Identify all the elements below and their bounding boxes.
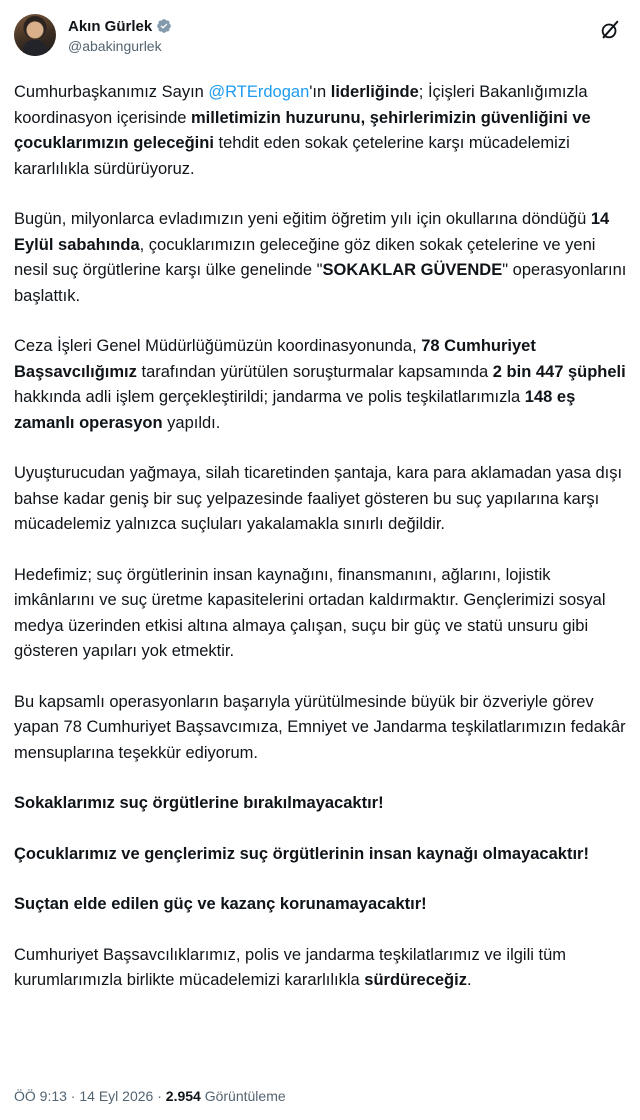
author-name[interactable]: Akın Gürlek: [68, 17, 153, 35]
paragraph-2: Bugün, milyonlarca evladımızın yeni eğitim öğretim yılı için okullarına döndüğü 14 Eylül sabahında, çocuklarımızın geleceğine göz diken sokak çetelerine ve yeni nesil suç örgütlerine karşı ülke genelinde "SOKAKLAR GÜVENDE" operasyonlarını başlattık.: [14, 210, 627, 305]
paragraph-1: Cumhurbaşkanımız Sayın @RTErdogan'ın liderliğinde; İçişleri Bakanlığımızla koordinasyon içerisinde milletimizin huzurunu, şehirlerimizin güvenliğini ve çocuklarımızın geleceğini tehdit eden sokak çetelerine karşı mücadelemizi kararlılıkla sürdürüyoruz.: [14, 83, 591, 178]
paragraph-7: Sokaklarımız suç örgütlerine bırakılmayacaktır!: [14, 794, 384, 812]
mention-link[interactable]: @RTErdogan: [208, 83, 310, 101]
author-block: [68, 16, 172, 54]
views-count: 2.954: [165, 1088, 201, 1104]
grok-icon[interactable]: [598, 18, 622, 42]
paragraph-6: Bu kapsamlı operasyonların başarıyla yürütülmesinde büyük bir özveriyle görev yapan 78 Cumhuriyet Başsavcımıza, Emniyet ve Jandarma teşkilatlarımızın fedakâr mensuplarına teşekkür ediyorum.: [14, 692, 626, 762]
author-handle[interactable]: @abakingurlek: [68, 38, 162, 54]
tweet-header: [14, 14, 626, 62]
paragraph-9: Suçtan elde edilen güç ve kazanç korunamayacaktır!: [14, 895, 427, 913]
verified-badge-icon: [156, 18, 172, 34]
paragraph-8: Çocuklarımız ve gençlerimiz suç örgütlerinin insan kaynağı olmayacaktır!: [14, 844, 589, 863]
views-label: Görüntüleme: [200, 1088, 286, 1104]
avatar[interactable]: [14, 14, 56, 56]
paragraph-10: Cumhuriyet Başsavcılıklarımız, polis ve jandarma teşkilatlarımız ve ilgili tüm kurumlarımızla birlikte mücadelemizi kararlılıkla sürdüreceğiz.: [14, 945, 567, 989]
tweet-time[interactable]: ÖÖ 9:13: [14, 1088, 67, 1104]
tweet-meta: ÖÖ 9:13 · 14 Eyl 2026 · 2.954 Görüntüleme: [14, 1088, 286, 1104]
tweet-text: [14, 80, 628, 1019]
paragraph-3: Ceza İşleri Genel Müdürlüğümüzün koordinasyonunda, 78 Cumhuriyet Başsavcılığımız tarafından yürütülen soruşturmalar kapsamında 2 bin 447 şüpheli hakkında adli işlem gerçekleştirildi; jandarma ve polis teşkilatlarımızla 148 eş zamanlı operasyon yapıldı.: [14, 337, 626, 432]
paragraph-4: Uyuşturucudan yağmaya, silah ticaretinden şantaja, kara para aklamadan yasa dışı bahse kadar geniş bir suç yelpazesinde faaliyet gösteren bu suç yapılarına karşı mücadelemiz yalnızca suçluları yakalamakla sınırlı değildir.: [14, 464, 623, 533]
tweet-date[interactable]: 14 Eyl 2026: [79, 1088, 154, 1104]
name-row: [68, 16, 172, 36]
paragraph-5: Hedefimiz; suç örgütlerinin insan kaynağını, finansmanını, ağlarını, lojistik imkânlarını ve suç üretme kapasitelerini ortadan kaldırmaktır. Gençlerimizi sosyal medya üzerinden etkisi altına almaya çalışan, suçu bir güç ve statü unsuru gibi gösteren yapıları yok etmektir.: [14, 565, 606, 660]
